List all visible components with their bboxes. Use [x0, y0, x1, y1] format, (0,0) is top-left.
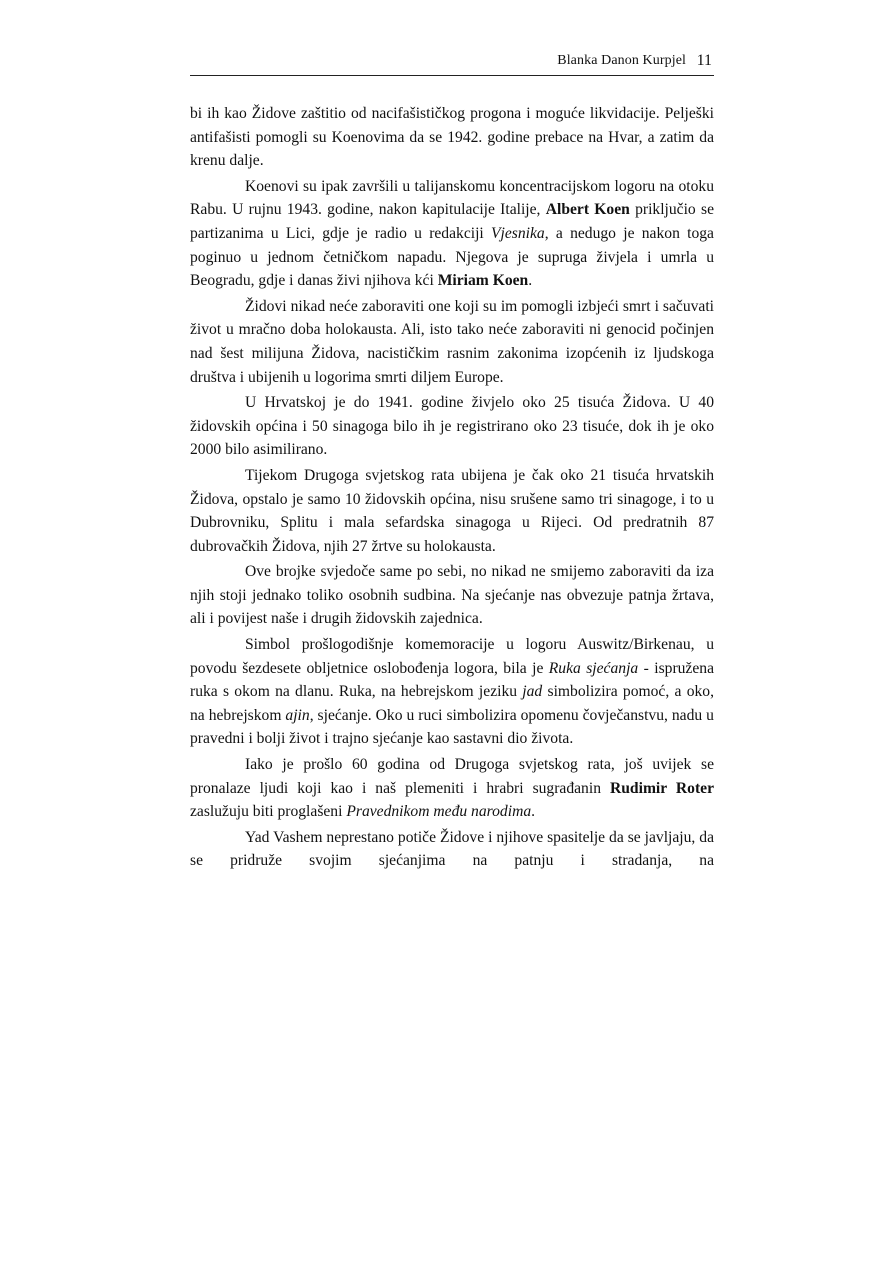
paragraph-7: [190, 633, 714, 751]
header-author: Blanka Danon Kurpjel: [557, 53, 686, 68]
italic-term: ajin: [285, 706, 310, 724]
italic-term: Ruka sjećanja: [548, 659, 639, 677]
paragraph-text: - ispružena ruka s okom na dlanu. Ruka, na hebrejskom jeziku: [190, 659, 714, 701]
page-number: 11: [696, 52, 712, 69]
person-name: Rudimir Roter: [610, 779, 714, 797]
paragraph-text: Yad Vashem neprestano potiče Židove i njihove spasitelje da se javljaju, da se pridruže svojim sjećanjima na patnju i stradanja, na: [190, 828, 714, 870]
paragraph-1: [190, 102, 714, 173]
person-name: Albert Koen: [545, 201, 630, 219]
paragraph-text: priključio se partizanima u Lici, gdje je radio u redakciji: [190, 201, 714, 242]
body-text: [190, 102, 714, 875]
paragraph-4: [190, 391, 714, 462]
paragraph-text: Židovi nikad neće zaboraviti one koji su im pomogli izbjeći smrt i sačuvati život u mračno doba holokausta. Ali, isto tako neće zaboraviti ni genocid počinjen nad šest milijuna Židova, nacističkim rasnim zakonima izopćenih iz ljudskoga društva i ubijenih u logorima smrti diljem Europe.: [190, 297, 714, 386]
publication-title: Vjesnika: [491, 224, 545, 242]
italic-term: Pravednikom među narodima: [346, 803, 532, 821]
paragraph-text: Ove brojke svjedoče same po sebi, no nikad ne smijemo zaboraviti da iza njih stoji jednako toliko osobnih sudbina. Na sjećanje nas obvezuje patnja žrtava, ali i povijest naše i drugih židovskih zajednica.: [190, 563, 714, 628]
paragraph-text: simbolizira pomoć, a oko, na hebrejskom: [190, 683, 714, 724]
paragraph-3: [190, 295, 714, 389]
paragraph-2: [190, 175, 714, 293]
paragraph-text: Koenovi su ipak završili u talijanskomu koncentracijskom logoru na otoku Rabu. U rujnu 1943. godine, nakon kapitulacije Italije,: [190, 177, 714, 219]
person-name: Miriam Koen: [437, 272, 529, 290]
paragraph-5: [190, 464, 714, 558]
paragraph-9: [190, 826, 714, 873]
paragraph-6: [190, 560, 714, 631]
paragraph-8: [190, 753, 714, 824]
paragraph-text: .: [528, 272, 533, 290]
paragraph-text: .: [531, 803, 536, 821]
running-header: [190, 53, 714, 76]
paragraph-text: Iako je prošlo 60 godina od Drugoga svjetskog rata, još uvijek se pronalaze ljudi koji kao i naš plemeniti i hrabri sugrađanin: [190, 756, 714, 797]
paragraph-text: Tijekom Drugoga svjetskog rata ubijena je čak oko 21 tisuća hrvatskih Židova, opstalo je samo 10 židovskih općina, nisu srušene samo tri sinagoge, i to u Dubrovniku, Splitu i mala sefardska sinagoga u Rijeci. Od predratnih 87 dubrovačkih Židova, njih 27 žrtve su holokausta.: [190, 466, 714, 555]
paragraph-text: Simbol prošlogodišnje komemoracije u logoru Auswitz/Birkenau, u povodu šezdesete obljetnice oslobođenja logora, bila je: [190, 636, 714, 677]
paragraph-text: U Hrvatskoj je do 1941. godine živjelo oko 25 tisuća Židova. U 40 židovskih općina i 50 sinagoga bilo ih je registrirano oko 23 tisuće, dok ih je oko 2000 bilo asimilirano.: [190, 394, 714, 459]
paragraph-text: zaslužuju biti proglašeni: [190, 803, 347, 821]
italic-term: jad: [522, 683, 543, 701]
paragraph-text: bi ih kao Židove zaštitio od nacifašističkog progona i moguće likvidacije. Pelješki antifašisti pomogli su Koenovima da se 1942. godine prebace na Hvar, a zatim da krenu dalje.: [190, 105, 714, 170]
paragraph-text: , a nedugo je nakon toga poginuo u jednom četničkom napadu. Njegova je supruga živjela i umrla u Beogradu, gdje i danas živi njihova kći: [190, 224, 714, 290]
paragraph-text: , sjećanje. Oko u ruci simbolizira opomenu čovječanstvu, nadu u pravedni i bolji život i trajno sjećanje kao sastavni dio života.: [190, 706, 714, 748]
